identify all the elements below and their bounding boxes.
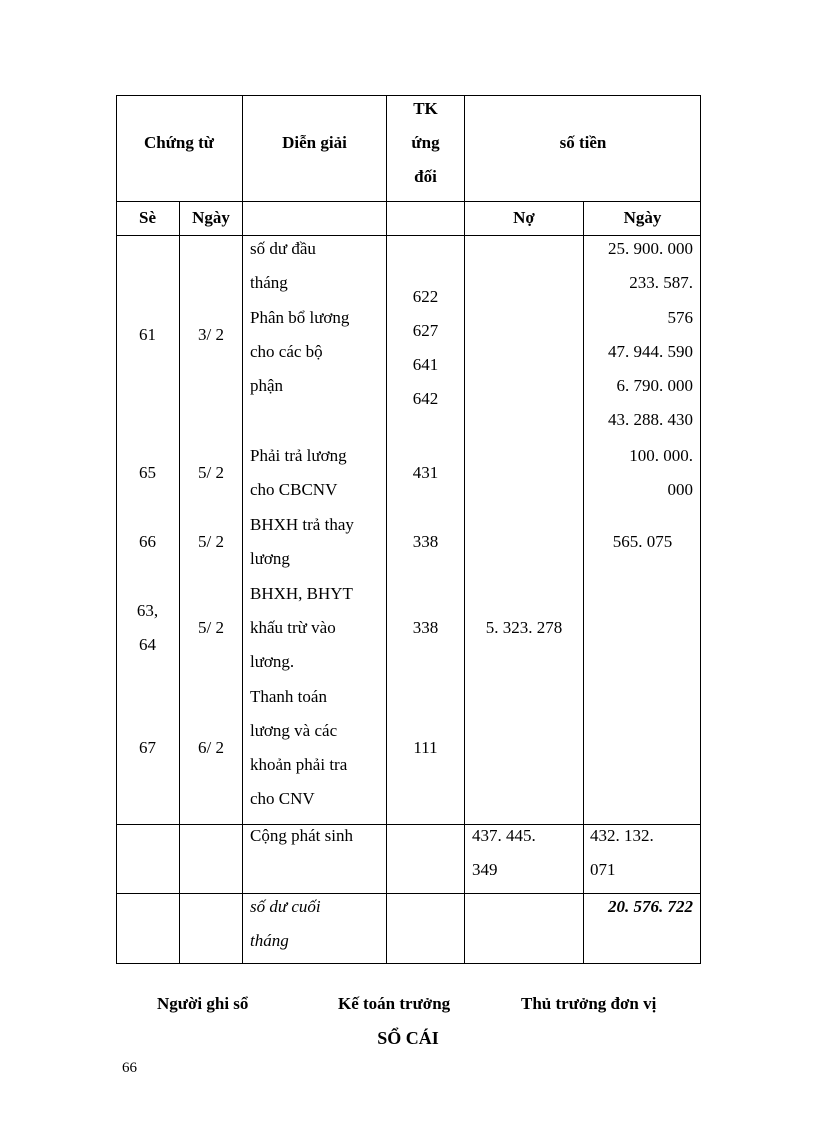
header-tk-line3: đối: [414, 167, 437, 186]
row-61-co-622-line1: 233. 587.: [629, 273, 693, 292]
header-so-tien: số tiền: [559, 133, 607, 152]
row-61-co-642: 43. 288. 430: [608, 410, 693, 429]
row-61-so: 61: [139, 325, 156, 344]
row-61-desc-line1: Phân bổ lương: [250, 308, 350, 327]
header-tk-line1: TK: [413, 99, 438, 118]
row-63-64-so-line2: 64: [139, 635, 156, 654]
row-67-so: 67: [139, 738, 156, 757]
opening-label-line2: tháng: [250, 273, 288, 292]
header-se: Sè: [139, 208, 156, 227]
row-63-64-desc-line2: khấu trừ vào: [250, 618, 336, 637]
row-61-desc-line2: cho các bộ: [250, 342, 323, 361]
row-63-64-ngay: 5/ 2: [198, 618, 224, 637]
row-65-so: 65: [139, 463, 156, 482]
total-co-line1: 432. 132.: [590, 826, 654, 845]
header-tk-line2: ứng: [411, 133, 440, 152]
ledger-table: [116, 95, 701, 964]
row-63-64-desc-line1: BHXH, BHYT: [250, 584, 353, 603]
row-63-64-no: 5. 323. 278: [485, 618, 563, 637]
row-66-desc-line1: BHXH trả thay: [250, 515, 354, 534]
row-63-64-desc-line3: lương.: [250, 652, 295, 671]
row-61-tk-622: 622: [412, 287, 439, 306]
signature-head-of-unit: Thủ trưởng đơn vị: [521, 994, 657, 1013]
row-61-ngay: 3/ 2: [198, 325, 224, 344]
closing-label-line2: tháng: [250, 931, 289, 950]
row-65-co-line1: 100. 000.: [629, 446, 693, 465]
row-61-co-627: 47. 944. 590: [608, 342, 693, 361]
row-66-ngay: 5/ 2: [198, 532, 224, 551]
row-66-tk: 338: [412, 532, 439, 551]
closing-label-line1: số dư cuối: [250, 897, 321, 916]
header-dien-giai: Diễn giải: [282, 133, 347, 152]
row-67-desc-line2: lương và các: [250, 721, 338, 740]
header-co: Ngày: [623, 208, 662, 227]
row-61-desc-line3: phận: [250, 376, 284, 395]
row-63-64-so-line1: 63,: [136, 601, 159, 620]
header-no: Nợ: [513, 208, 535, 227]
row-67-ngay: 6/ 2: [198, 738, 224, 757]
row-65-tk: 431: [412, 463, 439, 482]
row-63-64-tk: 338: [412, 618, 439, 637]
opening-label-line1: số dư đầu: [250, 239, 316, 258]
section-title: SỔ CÁI: [377, 1028, 439, 1048]
row-66-so: 66: [139, 532, 156, 551]
row-67-desc-line4: cho CNV: [250, 789, 315, 808]
row-61-tk-627: 627: [412, 321, 439, 340]
row-67-tk: 111: [413, 738, 438, 757]
header-chung-tu: Chứng từ: [143, 133, 214, 152]
signature-recorder: Người ghi sổ: [157, 994, 249, 1013]
total-co-line2: 071: [590, 860, 616, 879]
row-61-co-622-line2: 576: [667, 308, 693, 327]
row-65-co-line2: 000: [667, 480, 693, 499]
row-67-desc-line3: khoản phải tra: [250, 755, 348, 774]
signature-chief-accountant: Kế toán trưởng: [338, 994, 451, 1013]
total-no-line1: 437. 445.: [472, 826, 536, 845]
page-number: 66: [122, 1060, 137, 1076]
row-61-tk-641: 641: [412, 355, 439, 374]
opening-balance-value: 25. 900. 000: [608, 239, 693, 258]
row-61-co-641: 6. 790. 000: [616, 376, 693, 395]
row-65-ngay: 5/ 2: [198, 463, 224, 482]
closing-balance-value: 20. 576. 722: [608, 897, 693, 916]
row-67-desc-line1: Thanh toán: [250, 687, 327, 706]
row-66-desc-line2: lương: [250, 549, 290, 568]
total-label: Cộng phát sinh: [250, 826, 353, 845]
row-66-co: 565. 075: [612, 532, 673, 551]
row-65-desc-line1: Phải trả lương: [250, 446, 347, 465]
header-ngay: Ngày: [192, 208, 230, 227]
row-61-tk-642: 642: [412, 389, 439, 408]
row-65-desc-line2: cho CBCNV: [250, 480, 338, 499]
total-no-line2: 349: [472, 860, 498, 879]
